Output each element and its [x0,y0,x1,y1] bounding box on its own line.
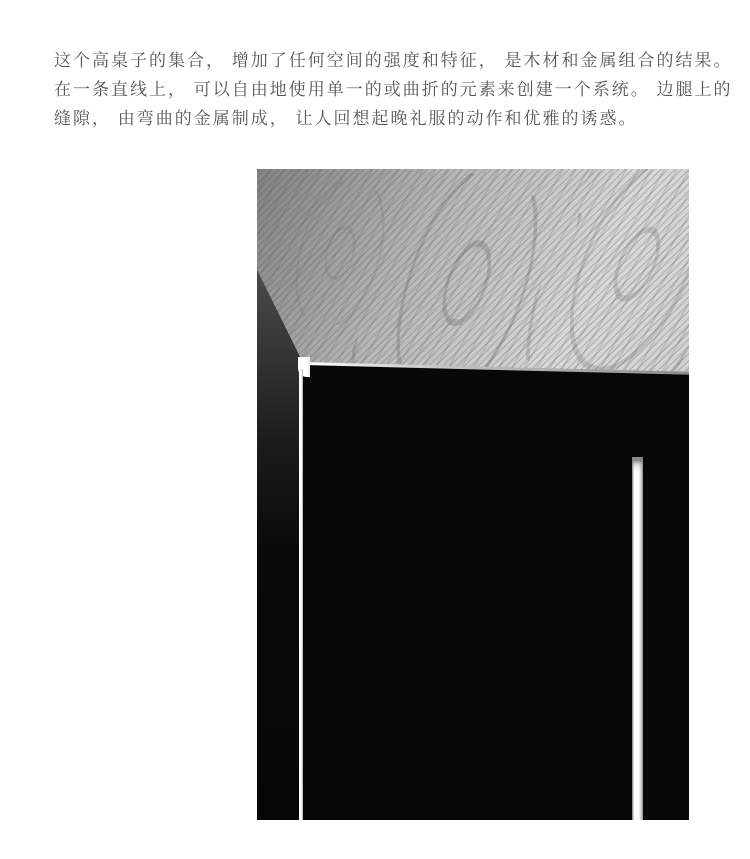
description-line-3: 缝隙， 由弯曲的金属制成， 让人回想起晚礼服的动作和优雅的诱惑。 [54,109,638,128]
wood-grain-figure [268,171,412,336]
near-leg-gap-highlight [299,369,303,820]
description-line-2: 在一条直线上， 可以自由地使用单一的或曲折的元素来创建一个系统。 边腿上的 [54,80,733,99]
far-leg-gap-highlight [632,457,643,820]
wood-grain-figure [337,169,582,449]
product-description [54,46,734,133]
tabletop-wood-surface [257,169,689,820]
product-photo-table-corner [257,169,689,820]
wood-grain-figure [510,169,689,417]
description-line-1: 这个高桌子的集合， 增加了任何空间的强度和特征， 是木材和金属组合的结果。 [54,51,733,70]
